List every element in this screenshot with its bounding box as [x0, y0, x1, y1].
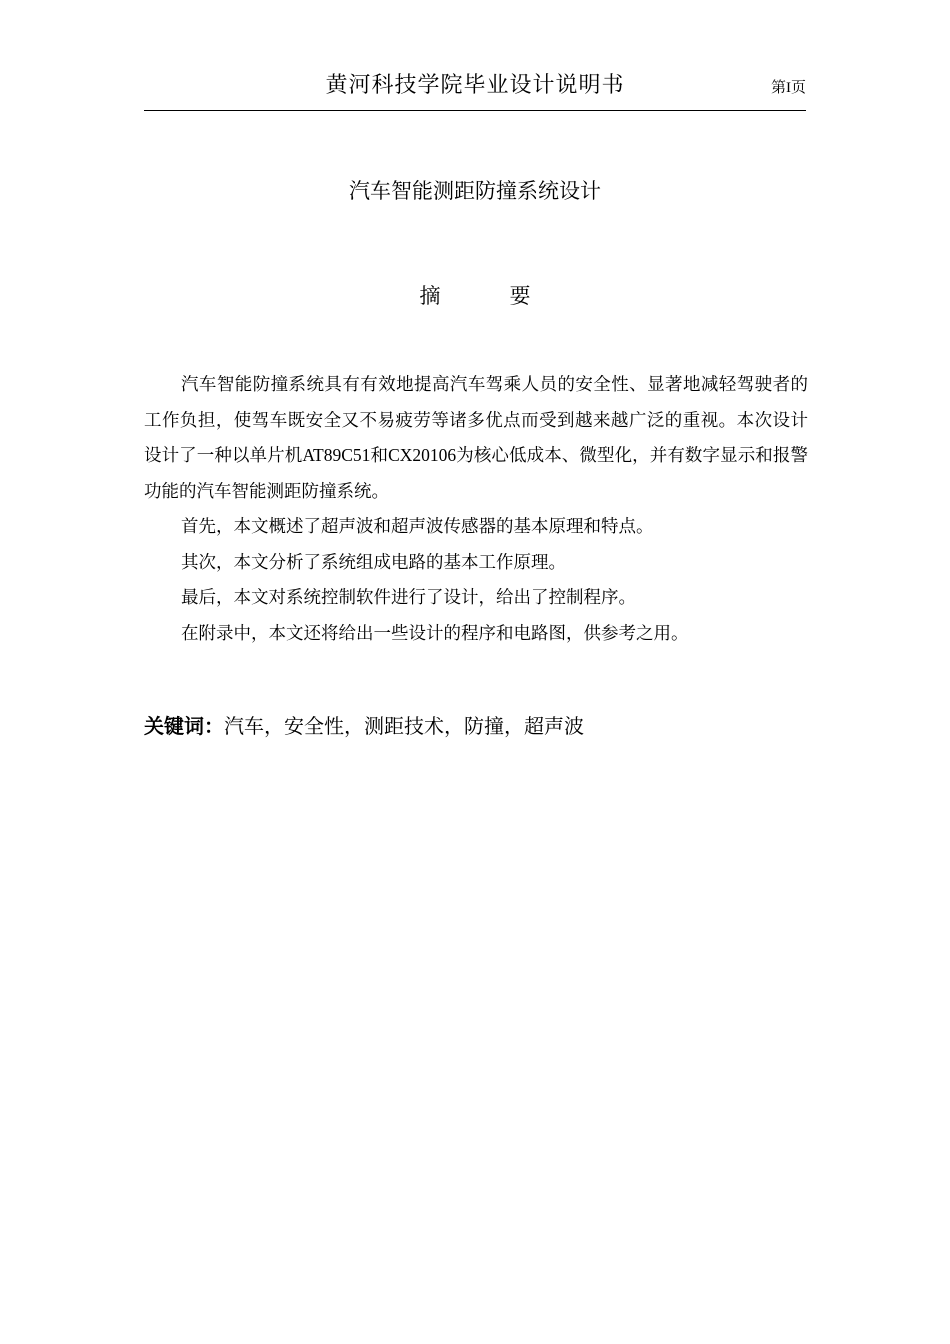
abstract-paragraph: 在附录中，本文还将给出一些设计的程序和电路图，供参考之用。: [181, 622, 689, 643]
keywords-line: [144, 710, 584, 739]
document-title: 汽车智能测距防撞系统设计: [349, 179, 601, 203]
abstract-paragraph: 其次，本文分析了系统组成电路的基本工作原理。: [181, 551, 566, 572]
abstract-paragraph: 汽车智能防撞系统具有有效地提高汽车驾乘人员的安全性、显著地减轻驾驶者的工作负担，使驾车既安全又不易疲劳等诸多优点而受到越来越广泛的重视。本次设计设计了一种以单片机AT89C51和CX20106为核心低成本、微型化，并有数字显示和报警功能的汽车智能测距防撞系统。: [144, 374, 808, 501]
abstract-paragraph: 最后，本文对系统控制软件进行了设计，给出了控制程序。: [181, 587, 636, 607]
keywords-label: 关键词：: [144, 714, 224, 738]
abstract-paragraph: 首先，本文概述了超声波和超声波传感器的基本原理和特点。: [181, 516, 654, 536]
abstract-body: [144, 367, 808, 651]
keywords-value: 汽车，安全性，测距技术，防撞，超声波: [224, 716, 584, 738]
abstract-heading: 摘 要: [419, 284, 555, 308]
page-number: 第I页: [771, 80, 806, 96]
header-title: 黄河科技学院毕业设计说明书: [325, 73, 625, 98]
page-header: [144, 58, 806, 111]
